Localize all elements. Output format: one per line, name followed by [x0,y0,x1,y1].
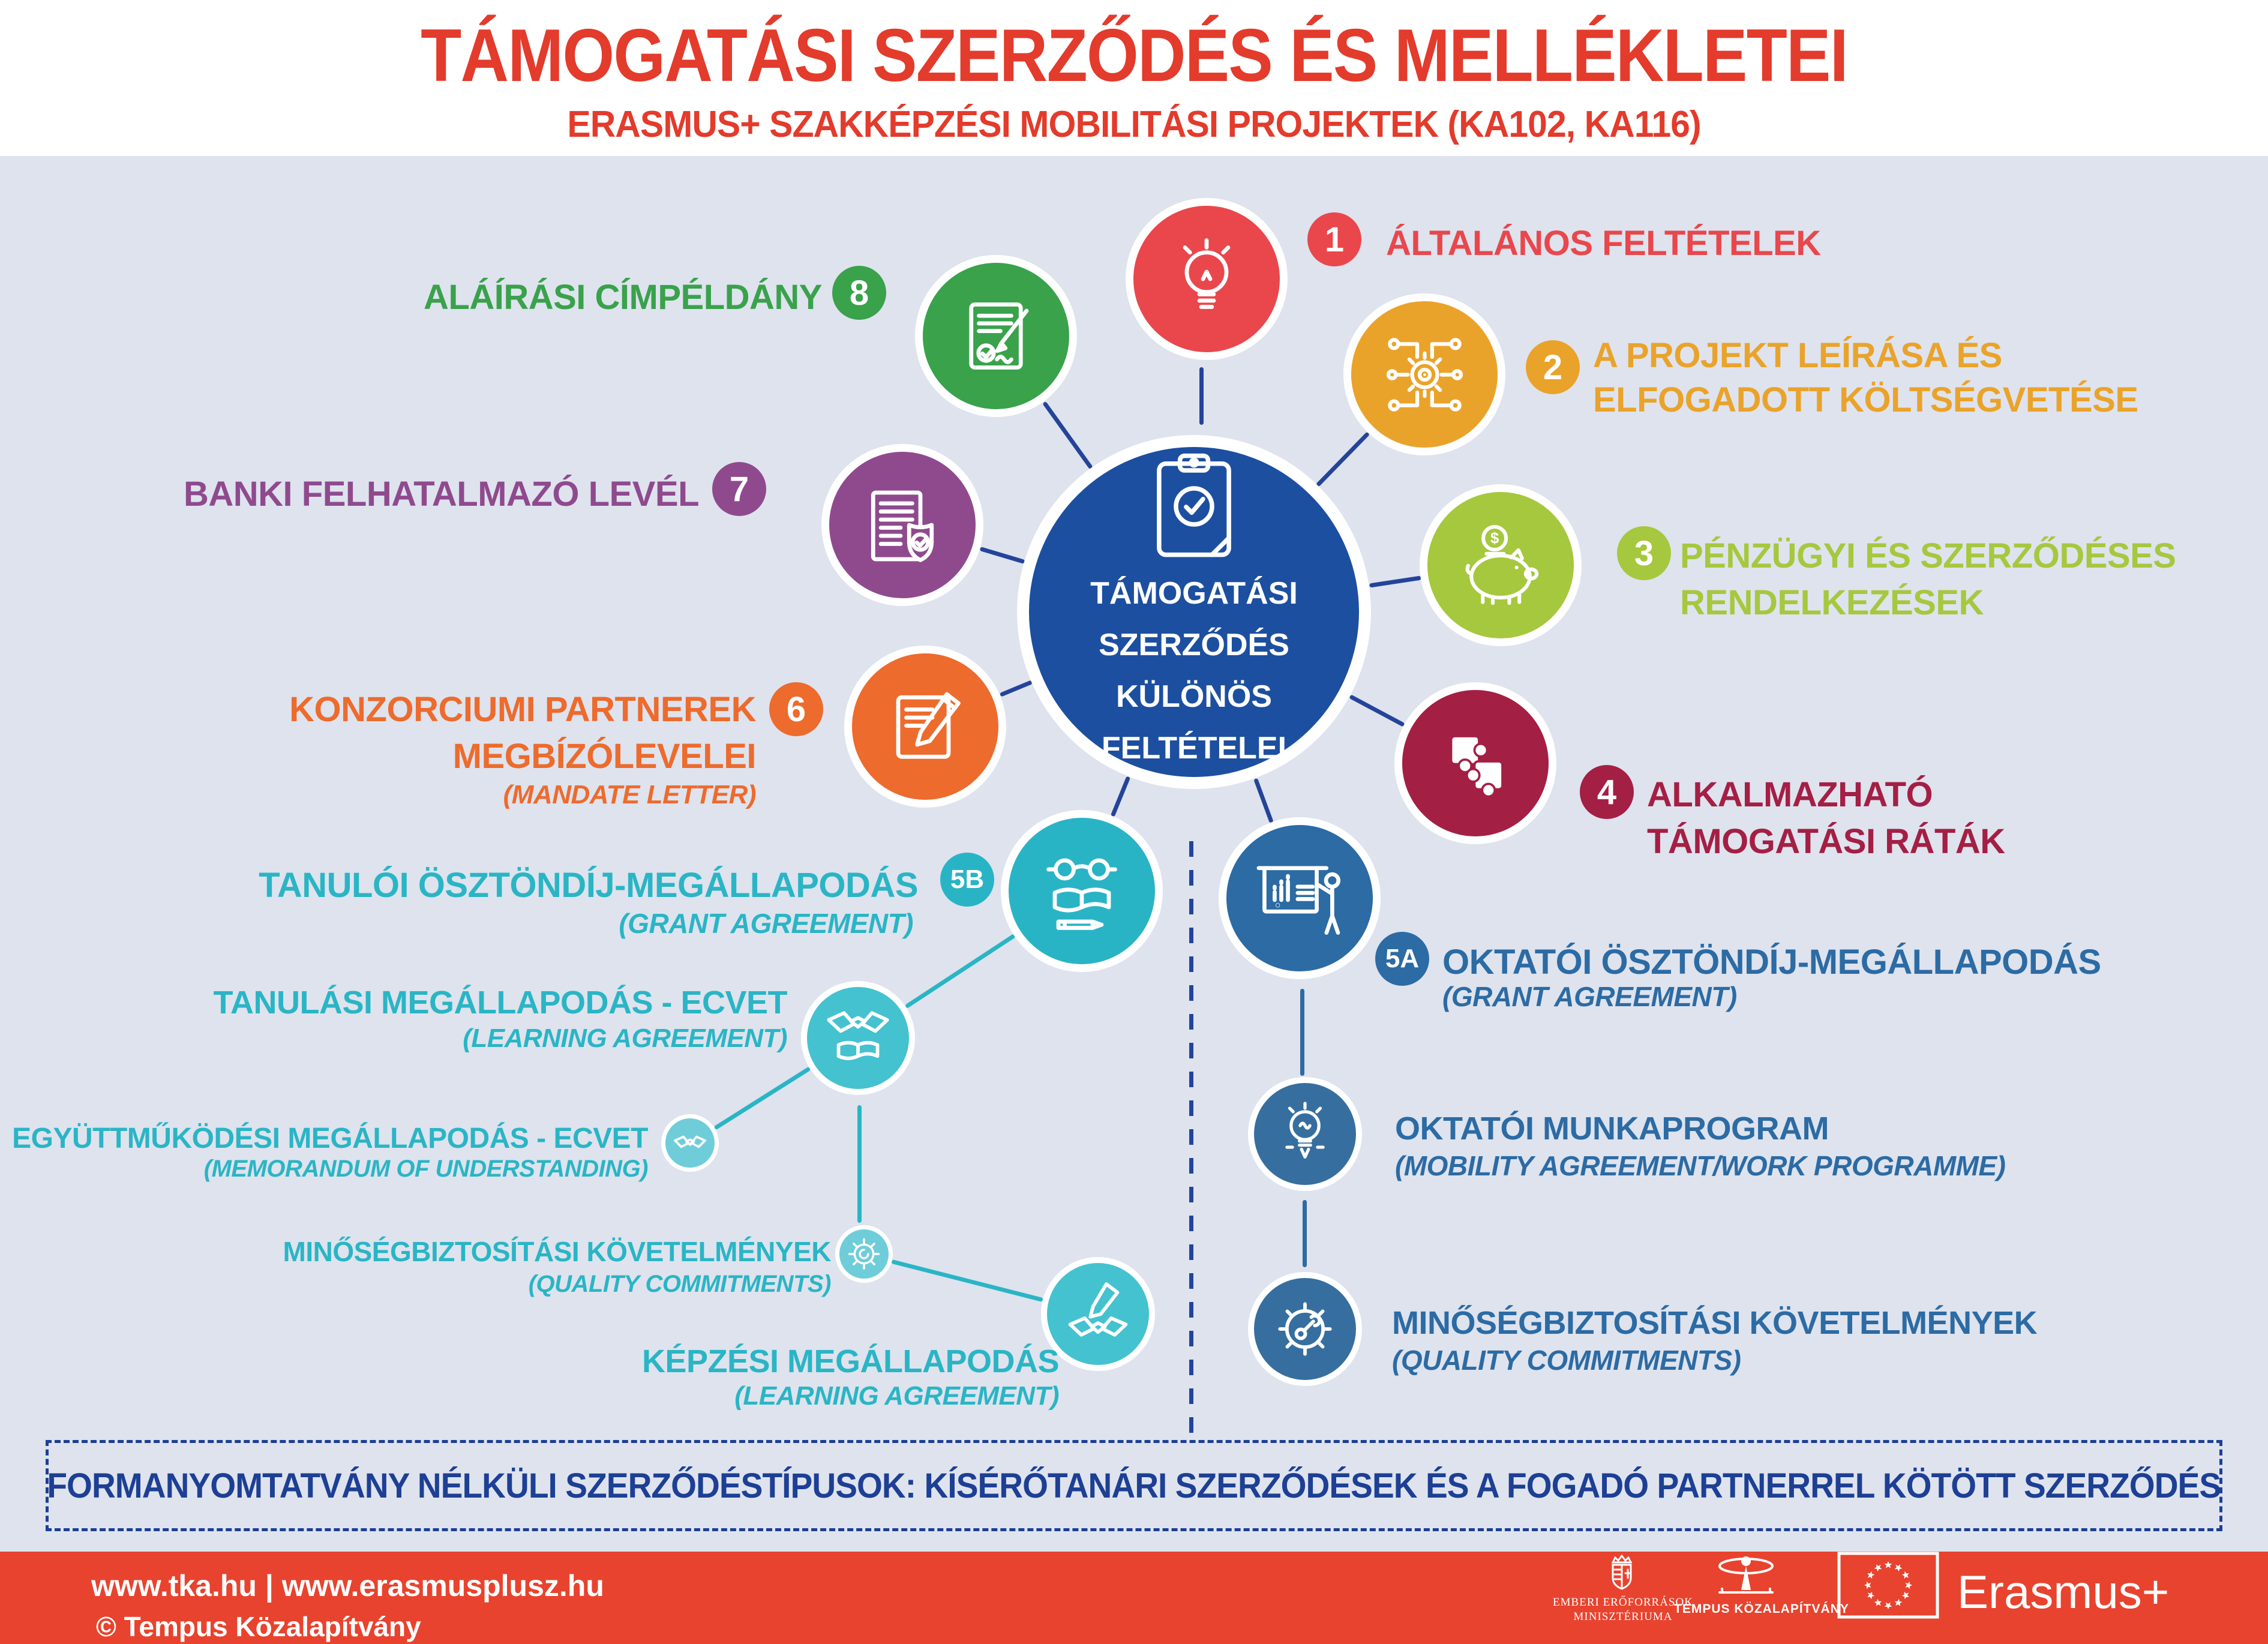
teacher-presentation-icon [1253,853,1346,943]
center-label-line2: SZERZŐDÉS [1099,628,1289,662]
page-subtitle: ERASMUS+ SZAKKÉPZÉSI MOBILITÁSI PROJEKTEK (KA102, KA116) [567,104,1701,145]
label-6-line2: MEGBÍZÓLEVELEI [452,737,756,776]
sublabel-training-agreement: (LEARNING AGREEMENT) [734,1381,1059,1411]
badge-5a: 5A [1375,932,1429,986]
node-memorandum-of-understanding [661,1114,719,1172]
ministry-logo-line2: MINISZTÉRIUMA [1573,1610,1673,1623]
ministry-logo-line1: EMBERI ERŐFORRÁSOK [1553,1596,1693,1609]
label-4-line1: ALKALMAZHATÓ [1647,775,1933,814]
sublabel-quality-teacher: (QUALITY COMMITMENTS) [1392,1345,1741,1376]
footer-links: www.tka.hu | www.erasmusplusz.hu [91,1569,604,1603]
gear-wrench-icon [1270,1294,1340,1364]
badge-7: 7 [712,462,766,516]
label-1: ÁLTALÁNOS FELTÉTELEK [1386,224,1821,263]
center-label-line3: KÜLÖNÖS [1115,679,1272,714]
pen-handshake-icon [1063,1279,1133,1349]
footer-bar [0,1552,2268,1644]
node-5b-tanuloi [1001,810,1163,972]
connector-5a-workprogramme [1300,989,1304,1076]
quality-gear-icon [847,1237,881,1271]
node-3-penzugyi [1420,484,1582,646]
center-label-line4: FELTÉTELEI [1101,731,1287,766]
connector-center-1 [1199,367,1204,425]
label-6 [289,686,756,780]
sublabel-quality-student: (QUALITY COMMITMENTS) [528,1271,831,1297]
pencil-document-icon [880,682,970,772]
node-quality-commitments-teacher [1248,1272,1362,1386]
sublabel-5b: (GRANT AGREEMENT) [619,908,913,939]
node-8-alairasi [915,255,1077,417]
label-2-line1: A PROJEKT LEÍRÁSA ÉS [1593,336,2002,375]
piggy-bank-icon [1453,520,1549,610]
footer-copyright: © Tempus Közalapítvány [96,1611,421,1642]
document-pen-icon [951,291,1041,381]
label-work-programme: OKTATÓI MUNKAPROGRAM [1395,1111,1829,1147]
sublabel-learning-agreement-ecvet: (LEARNING AGREEMENT) [463,1024,787,1053]
sublabel-5a: (GRANT AGREEMENT) [1442,981,1737,1012]
label-4-line2: TÁMOGATÁSI RÁTÁK [1647,822,2005,861]
label-2-line2: ELFOGADOTT KÖLTSÉGVETÉSE [1593,380,2138,419]
bottom-note-text: FORMANYOMTATVÁNY NÉLKÜLI SZERZŐDÉSTÍPUSOK: KÍSÉRŐTANÁRI SZERZŐDÉSEK ÉS A FOGADÓ PARTNERREL KÖTÖTT SZERZŐDÉS [47,1466,2221,1505]
sublabel-6: (MANDATE LETTER) [503,780,756,809]
ministry-coat-of-arms-icon [1601,1554,1643,1594]
erasmus-plus-logo-label: Erasmus+ [1957,1565,2170,1618]
label-4 [1647,772,2005,865]
badge-8: 8 [832,266,886,320]
node-learning-agreement-ecvet [801,981,915,1095]
label-learning-agreement-ecvet: TANULÁSI MEGÁLLAPODÁS - ECVET [213,985,787,1021]
node-2-projekt-leiras [1343,293,1505,455]
document-shield-icon [857,480,947,570]
label-8: ALÁÍRÁSI CÍMPÉLDÁNY [424,278,822,317]
node-4-tamogatasi-ratak [1394,682,1556,844]
label-2 [1593,334,2138,422]
clipboard-check-icon [1149,450,1239,563]
badge-5b: 5B [940,853,994,907]
sublabel-work-programme: (MOBILITY AGREEMENT/WORK PROGRAMME) [1395,1150,2006,1181]
label-5a: OKTATÓI ÖSZTÖNDÍJ-MEGÁLLAPODÁS [1442,943,2101,982]
node-quality-commitments-student [835,1225,893,1283]
handshake-book-icon [823,1003,893,1073]
badge-4: 4 [1580,765,1634,819]
central-node-tamogatasi-szerzodes [1017,435,1371,789]
badge-1: 1 [1307,212,1361,266]
branch-divider-dashed-line [1189,841,1193,1444]
node-5a-oktatoi [1219,817,1381,979]
label-3-line2: RENDELKEZÉSEK [1680,583,1984,622]
badge-6: 6 [769,682,823,736]
bottom-note-box [46,1440,2222,1531]
tempus-logo-label: TEMPUS KÖZALAPÍTVÁNY [1674,1602,1849,1616]
eu-flag-icon [1837,1552,1939,1619]
connector-learning-quality [857,1105,862,1223]
handshake-icon [673,1126,707,1160]
puzzle-icon [1430,718,1520,808]
node-work-programme [1248,1077,1362,1191]
label-7: BANKI FELHATALMAZÓ LEVÉL [184,475,699,514]
lightbulb-icon [1162,234,1252,324]
svg-text:$: $ [1490,530,1499,547]
label-quality-student: MINŐSÉGBIZTOSÍTÁSI KÖVETELMÉNYEK [283,1236,831,1267]
label-6-line1: KONZORCIUMI PARTNEREK [289,690,756,729]
page-title: TÁMOGATÁSI SZERZŐDÉS ÉS MELLÉKLETEI [421,14,1847,97]
node-6-konzorciumi [844,646,1006,808]
badge-2: 2 [1526,340,1580,394]
gear-network-icon [1378,328,1471,421]
tempus-foundation-icon [1710,1553,1782,1596]
connector-workprogramme-quality [1303,1200,1307,1267]
student-learning-icon [1037,846,1127,936]
label-quality-teacher: MINŐSÉGBIZTOSÍTÁSI KÖVETELMÉNYEK [1392,1305,2038,1341]
bulb-pencil-icon [1270,1099,1340,1169]
center-label-line1: TÁMOGATÁSI [1090,576,1298,611]
label-3 [1680,533,2176,626]
badge-3: 3 [1617,526,1671,580]
label-memorandum: EGYÜTTMŰKÖDÉSI MEGÁLLAPODÁS - ECVET [12,1123,648,1154]
node-1-altalanos-feltetelek [1126,198,1288,360]
node-7-banki [821,444,983,606]
label-training-agreement: KÉPZÉSI MEGÁLLAPODÁS [641,1343,1059,1379]
label-3-line1: PÉNZÜGYI ÉS SZERZŐDÉSES [1680,536,2176,575]
label-5b: TANULÓI ÖSZTÖNDÍJ-MEGÁLLAPODÁS [259,866,918,905]
sublabel-memorandum: (MEMORANDUM OF UNDERSTANDING) [203,1156,648,1182]
